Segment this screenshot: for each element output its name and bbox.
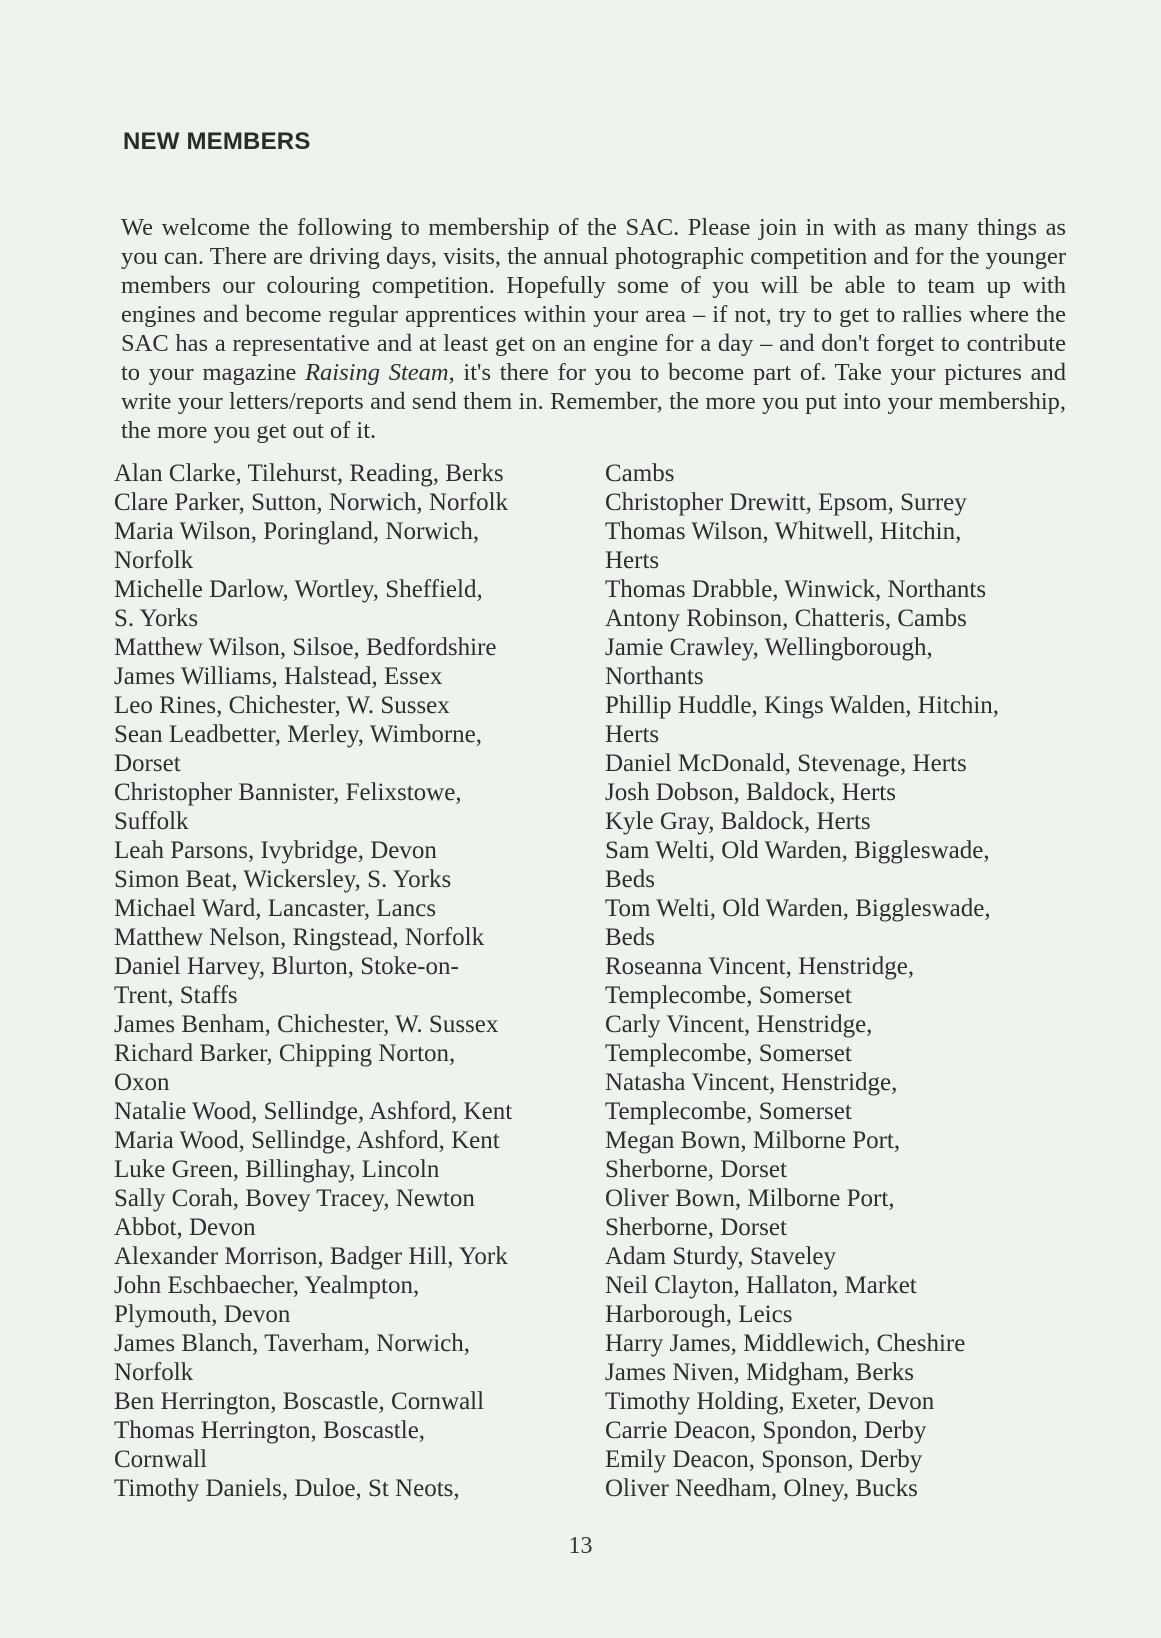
member-entry-line: Thomas Herrington, Boscastle, [114,1417,426,1444]
member-entry-line: Templecombe, Somerset [605,982,852,1009]
member-entry-line: Matthew Nelson, Ringstead, Norfolk [114,924,485,951]
member-entry-line: Northants [605,663,704,690]
member-entry-line: Tom Welti, Old Warden, Biggleswade, [605,895,991,922]
member-entry-line: Maria Wood, Sellindge, Ashford, Kent [114,1127,500,1154]
intro-paragraph [121,213,1066,445]
member-entry-line: Norfolk [114,547,194,574]
member-entry-line: Templecombe, Somerset [605,1040,852,1067]
member-entry-line: S. Yorks [114,605,199,632]
member-entry-line: Thomas Wilson, Whitwell, Hitchin, [605,518,962,545]
members-list-left [114,459,584,1503]
member-entry-line: Abbot, Devon [114,1214,256,1241]
member-entry-line: Simon Beat, Wickersley, S. Yorks [114,866,452,893]
magazine-title: Raising Steam [305,358,449,386]
member-entry-line: Oxon [114,1069,170,1096]
member-entry-line: Luke Green, Billinghay, Lincoln [114,1156,440,1183]
member-entry-line: Megan Bown, Milborne Port, [605,1127,901,1154]
member-entry-line: Cambs [605,460,675,487]
member-entry-line: Michelle Darlow, Wortley, Sheffield, [114,576,483,603]
intro-text-after: , it's there for you to become part of. Take your pictures and write your letters/reports and send them in. Remember, the more you put into your membership, the more you get out of it. [121,358,1066,444]
member-entry-line: Natalie Wood, Sellindge, Ashford, Kent [114,1098,513,1125]
member-entry-line: Alan Clarke, Tilehurst, Reading, Berks [114,460,504,487]
member-entry-line: Timothy Daniels, Duloe, St Neots, [114,1475,460,1502]
member-entry-line: Oliver Bown, Milborne Port, [605,1185,895,1212]
page-number: 13 [568,1533,593,1559]
member-entry-line: Antony Robinson, Chatteris, Cambs [605,605,967,632]
member-entry-line: Timothy Holding, Exeter, Devon [605,1388,935,1415]
member-entry-line: Emily Deacon, Sponson, Derby [605,1446,923,1473]
member-entry-line: Daniel Harvey, Blurton, Stoke-on- [114,953,459,980]
member-entry-line: Plymouth, Devon [114,1301,291,1328]
member-entry-line: Carly Vincent, Henstridge, [605,1011,873,1038]
member-entry-line: Harry James, Middlewich, Cheshire [605,1330,966,1357]
member-entry-line: Sherborne, Dorset [605,1156,787,1183]
member-entry-line: Phillip Huddle, Kings Walden, Hitchin, [605,692,1000,719]
intro-text-before: We welcome the following to membership of the SAC. Please join in with as many things as you can. There are driving days, visits, the annual photographic competition and for the younger members our colouring competition. Hopefully some of you will be able to team up with engines and become regular apprentices within your area – if not, try to get to rallies where the SAC has a representative and at least get on an engine for a day – and don't forget to contribute to your magazine [121,213,1066,386]
member-entry-line: Beds [605,866,655,893]
member-entry-line: Sam Welti, Old Warden, Biggleswade, [605,837,990,864]
member-entry-line: Cornwall [114,1446,208,1473]
member-entry-line: James Blanch, Taverham, Norwich, [114,1330,471,1357]
member-entry-line: Neil Clayton, Hallaton, Market [605,1272,917,1299]
member-entry-line: Sean Leadbetter, Merley, Wimborne, [114,721,482,748]
member-entry-line: Adam Sturdy, Staveley [605,1243,836,1270]
member-entry-line: Christopher Drewitt, Epsom, Surrey [605,489,967,516]
member-entry-line: James Benham, Chichester, W. Sussex [114,1011,499,1038]
section-heading: NEW MEMBERS [123,128,311,155]
member-entry-line: John Eschbaecher, Yealmpton, [114,1272,420,1299]
member-entry-line: Alexander Morrison, Badger Hill, York [114,1243,508,1270]
member-entry-line: Herts [605,547,660,574]
members-list-right [605,459,1075,1503]
member-entry-line: Sherborne, Dorset [605,1214,787,1241]
member-entry-line: Roseanna Vincent, Henstridge, [605,953,915,980]
member-entry-line: Oliver Needham, Olney, Bucks [605,1475,918,1502]
member-entry-line: Clare Parker, Sutton, Norwich, Norfolk [114,489,509,516]
member-entry-line: Natasha Vincent, Henstridge, [605,1069,898,1096]
member-entry-line: Daniel McDonald, Stevenage, Herts [605,750,967,777]
member-entry-line: Josh Dobson, Baldock, Herts [605,779,896,806]
member-entry-line: Sally Corah, Bovey Tracey, Newton [114,1185,475,1212]
member-entry-line: Leah Parsons, Ivybridge, Devon [114,837,437,864]
member-entry-line: Ben Herrington, Boscastle, Cornwall [114,1388,485,1415]
member-entry-line: Harborough, Leics [605,1301,793,1328]
member-entry-line: Leo Rines, Chichester, W. Sussex [114,692,450,719]
member-entry-line: James Niven, Midgham, Berks [605,1359,914,1386]
member-entry-line: Matthew Wilson, Silsoe, Bedfordshire [114,634,497,661]
member-entry-line: Templecombe, Somerset [605,1098,852,1125]
member-entry-line: Suffolk [114,808,189,835]
member-entry-line: Thomas Drabble, Winwick, Northants [605,576,987,603]
member-entry-line: Christopher Bannister, Felixstowe, [114,779,462,806]
member-entry-line: Trent, Staffs [114,982,238,1009]
member-entry-line: Maria Wilson, Poringland, Norwich, [114,518,480,545]
member-entry-line: James Williams, Halstead, Essex [114,663,443,690]
member-entry-line: Kyle Gray, Baldock, Herts [605,808,871,835]
member-entry-line: Dorset [114,750,181,777]
member-entry-line: Michael Ward, Lancaster, Lancs [114,895,437,922]
member-entry-line: Beds [605,924,655,951]
member-entry-line: Norfolk [114,1359,194,1386]
member-entry-line: Richard Barker, Chipping Norton, [114,1040,456,1067]
member-entry-line: Jamie Crawley, Wellingborough, [605,634,933,661]
member-entry-line: Carrie Deacon, Spondon, Derby [605,1417,927,1444]
member-entry-line: Herts [605,721,660,748]
